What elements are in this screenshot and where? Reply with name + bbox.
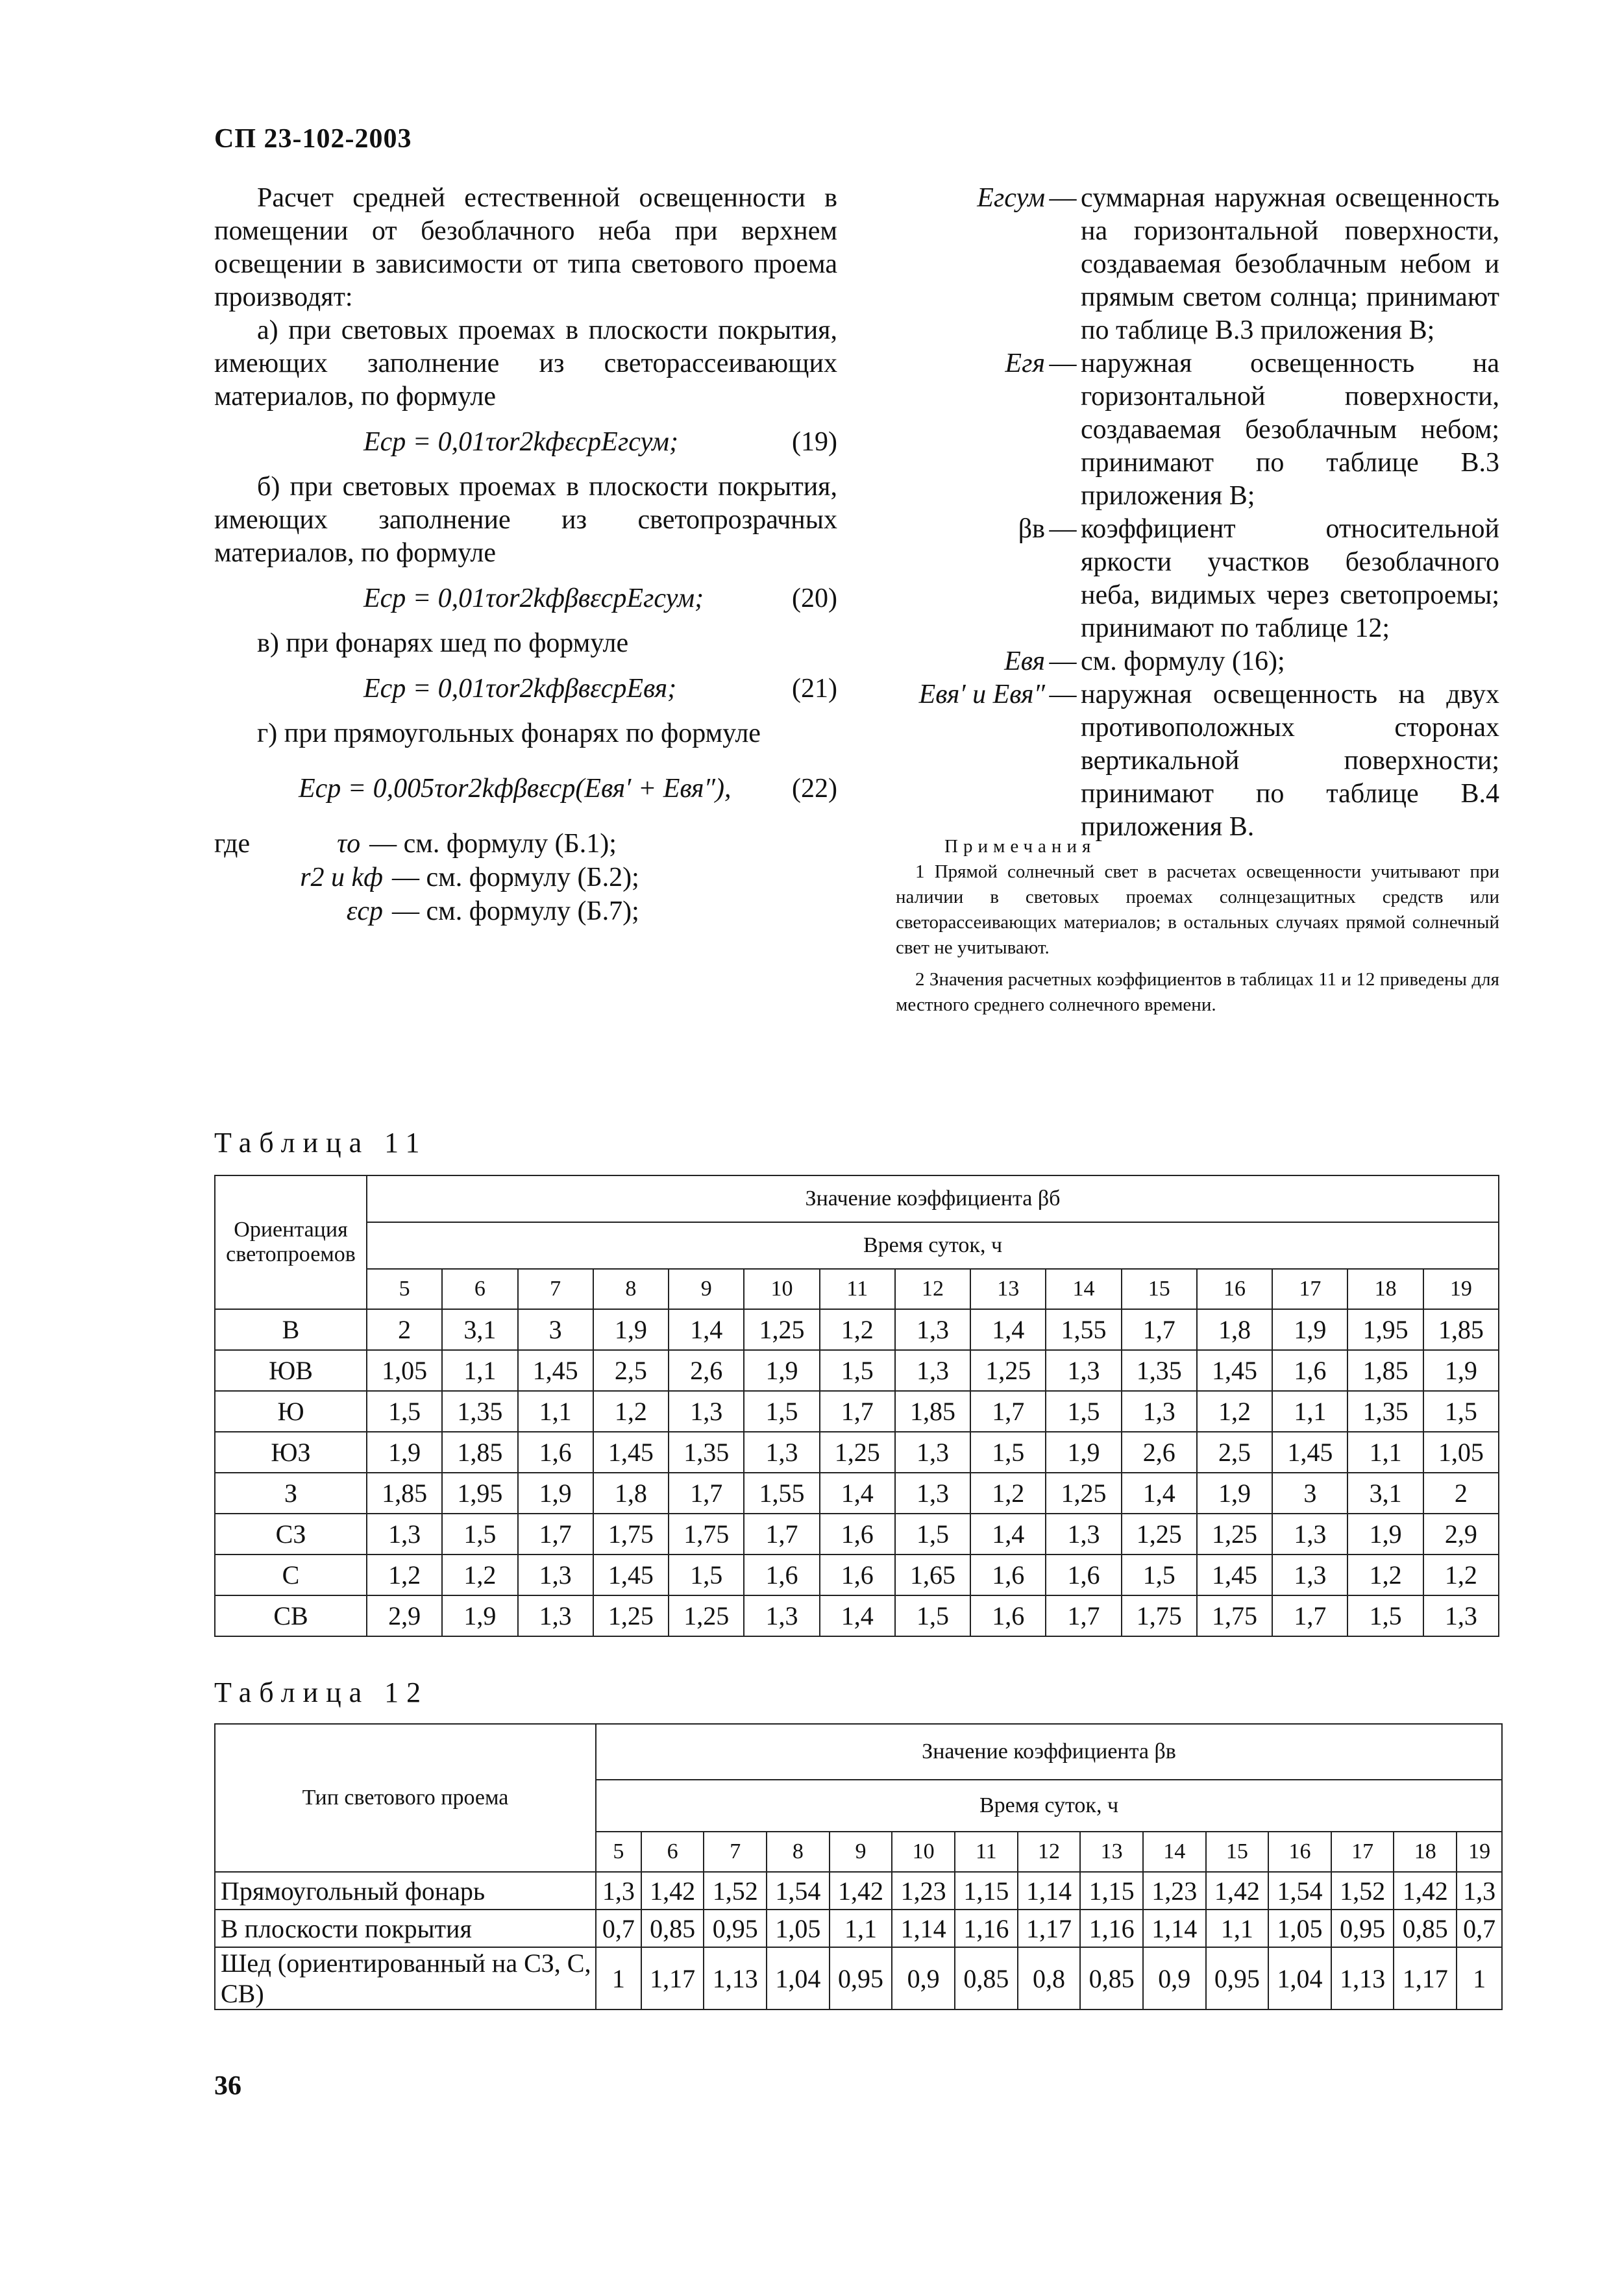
value-cell: 1,2 xyxy=(1197,1391,1272,1432)
hour-header-cell: 12 xyxy=(895,1269,970,1309)
value-cell: 1,5 xyxy=(1347,1595,1423,1636)
value-cell: 2,5 xyxy=(593,1350,669,1391)
value-cell: 1,3 xyxy=(895,1473,970,1514)
value-cell: 1,14 xyxy=(1018,1872,1081,1910)
definition-symbol: Eгя xyxy=(1005,349,1045,378)
hour-header-cell: 9 xyxy=(669,1269,744,1309)
value-cell: 1,1 xyxy=(518,1391,593,1432)
definition-symbol: Eгсум xyxy=(977,183,1045,213)
hour-header-cell: 13 xyxy=(970,1269,1046,1309)
value-cell: 1,55 xyxy=(1046,1309,1121,1350)
value-cell: 1,04 xyxy=(767,1947,830,2009)
value-cell: 1,3 xyxy=(744,1595,819,1636)
value-cell: 1,45 xyxy=(593,1432,669,1473)
value-cell: 3 xyxy=(1272,1473,1347,1514)
value-cell: 1,5 xyxy=(442,1514,517,1555)
value-cell: 1,42 xyxy=(1394,1872,1457,1910)
hour-header-cell: 12 xyxy=(1018,1832,1081,1872)
page-number: 36 xyxy=(214,2071,241,2101)
hour-header-cell: 10 xyxy=(892,1832,955,1872)
value-cell: 1,52 xyxy=(704,1872,767,1910)
value-cell: 1,5 xyxy=(1046,1391,1121,1432)
value-cell: 1,3 xyxy=(895,1309,970,1350)
value-cell: 0,7 xyxy=(1457,1910,1502,1947)
value-cell: 1,5 xyxy=(1122,1555,1197,1595)
value-cell: 1,15 xyxy=(955,1872,1018,1910)
definition-symbol: Eвя xyxy=(1004,646,1045,676)
value-cell: 0,85 xyxy=(955,1947,1018,2009)
hour-header-cell: 15 xyxy=(1206,1832,1269,1872)
hour-header-cell: 17 xyxy=(1331,1832,1394,1872)
value-cell: 1,25 xyxy=(820,1432,895,1473)
value-cell: 1,42 xyxy=(641,1872,704,1910)
row-label-cell: ЮВ xyxy=(215,1350,367,1391)
value-cell: 1,1 xyxy=(830,1910,892,1947)
table-row xyxy=(215,1309,1499,1350)
hour-header-cell: 10 xyxy=(744,1269,819,1309)
formula-20 xyxy=(214,572,837,624)
left-column xyxy=(214,182,837,928)
definition-text: наружная освещенность на двух противоположных сторонах вертикальной поверхности; принимают по таблице В.4 приложения В. xyxy=(1081,680,1499,842)
value-cell: 1,9 xyxy=(1197,1473,1272,1514)
table-11-time-header: Время суток, ч xyxy=(367,1222,1499,1269)
definition-symbol: Eвя′ и Eвя″ xyxy=(918,680,1045,709)
value-cell: 1,35 xyxy=(1122,1350,1197,1391)
value-cell: 1,2 xyxy=(1347,1555,1423,1595)
row-label-cell: СВ xyxy=(215,1595,367,1636)
value-cell: 2,5 xyxy=(1197,1432,1272,1473)
hour-header-cell: 18 xyxy=(1394,1832,1457,1872)
value-cell: 0,85 xyxy=(1080,1947,1143,2009)
table-11-caption: Таблица 11 xyxy=(214,1127,428,1159)
value-cell: 1,6 xyxy=(970,1555,1046,1595)
value-cell: 1,9 xyxy=(744,1350,819,1391)
table-12-col-header: Тип светового проема xyxy=(215,1724,596,1872)
value-cell: 1,6 xyxy=(1046,1555,1121,1595)
definition-text: см. формулу (16); xyxy=(1081,646,1285,676)
document-code: СП 23-102-2003 xyxy=(214,124,412,154)
where-symbol: εср xyxy=(346,896,383,926)
value-cell: 1,75 xyxy=(669,1514,744,1555)
value-cell: 1,7 xyxy=(518,1514,593,1555)
value-cell: 1,9 xyxy=(367,1432,442,1473)
definition-dash: — xyxy=(1049,349,1077,378)
item-b: б) при световых проемах в плоскости покрытия, имеющих заполнение из светопрозрачных материалов, по формуле xyxy=(214,472,837,568)
table-11 xyxy=(214,1175,1499,1637)
hour-header-cell: 7 xyxy=(704,1832,767,1872)
value-cell: 1,05 xyxy=(367,1350,442,1391)
notes-heading: Примечания xyxy=(944,836,1096,857)
value-cell: 1,5 xyxy=(895,1595,970,1636)
formula-21-number: (21) xyxy=(792,673,837,704)
value-cell: 1,85 xyxy=(442,1432,517,1473)
value-cell: 1,95 xyxy=(442,1473,517,1514)
value-cell: 1,45 xyxy=(1197,1555,1272,1595)
value-cell: 1,3 xyxy=(518,1555,593,1595)
hour-header-cell: 19 xyxy=(1423,1269,1499,1309)
where-symbol: τо xyxy=(337,828,361,859)
value-cell: 1,25 xyxy=(593,1595,669,1636)
hour-header-cell: 11 xyxy=(955,1832,1018,1872)
hour-header-cell: 15 xyxy=(1122,1269,1197,1309)
where-word: где xyxy=(214,828,251,859)
value-cell: 1,5 xyxy=(367,1391,442,1432)
table-row xyxy=(215,1473,1499,1514)
value-cell: 1,9 xyxy=(1046,1432,1121,1473)
hour-header-cell: 11 xyxy=(820,1269,895,1309)
value-cell: 1,35 xyxy=(669,1432,744,1473)
formula-19-number: (19) xyxy=(792,426,837,457)
value-cell: 1,45 xyxy=(593,1555,669,1595)
value-cell: 1,9 xyxy=(518,1473,593,1514)
value-cell: 1,54 xyxy=(767,1872,830,1910)
hour-header-cell: 19 xyxy=(1457,1832,1502,1872)
hour-header-cell: 6 xyxy=(641,1832,704,1872)
table-11-value-header: Значение коэффициента βб xyxy=(367,1175,1499,1222)
definition-symbol: βв xyxy=(1018,514,1045,544)
value-cell: 1,85 xyxy=(367,1473,442,1514)
hour-header-cell: 13 xyxy=(1080,1832,1143,1872)
value-cell: 2 xyxy=(367,1309,442,1350)
value-cell: 1,7 xyxy=(820,1391,895,1432)
hour-header-cell: 17 xyxy=(1272,1269,1347,1309)
definition-dash: — xyxy=(1049,183,1077,213)
table-11-body xyxy=(215,1309,1499,1636)
value-cell: 1,25 xyxy=(669,1595,744,1636)
table-12-caption: Таблица 12 xyxy=(214,1677,429,1708)
note-1: 1 Прямой солнечный свет в расчетах освещенности учитывают при наличии в световых проемах солнцезащитных средств или светорассеивающих материалов; в остальных случаях прямой солнечный свет не учитывают. xyxy=(896,861,1499,958)
value-cell: 2,9 xyxy=(1423,1514,1499,1555)
value-cell: 1,95 xyxy=(1347,1309,1423,1350)
value-cell: 1,3 xyxy=(1272,1514,1347,1555)
value-cell: 1,9 xyxy=(1347,1514,1423,1555)
definition-item xyxy=(896,513,1499,645)
table-12-value-header: Значение коэффициента βв xyxy=(596,1724,1502,1780)
value-cell: 1,4 xyxy=(820,1473,895,1514)
formula-22-number: (22) xyxy=(792,773,837,804)
where-row xyxy=(214,861,837,894)
value-cell: 1,5 xyxy=(744,1391,819,1432)
value-cell: 1,3 xyxy=(744,1432,819,1473)
value-cell: 1,17 xyxy=(641,1947,704,2009)
value-cell: 1,2 xyxy=(593,1391,669,1432)
table-row xyxy=(215,1595,1499,1636)
value-cell: 1,17 xyxy=(1394,1947,1457,2009)
formula-19 xyxy=(214,416,837,468)
value-cell: 2 xyxy=(1423,1473,1499,1514)
value-cell: 1,4 xyxy=(970,1309,1046,1350)
definition-dash: — xyxy=(1049,514,1077,544)
where-list xyxy=(214,827,837,928)
hour-header-cell: 14 xyxy=(1046,1269,1121,1309)
value-cell: 1,75 xyxy=(1122,1595,1197,1636)
value-cell: 1,7 xyxy=(669,1473,744,1514)
value-cell: 1,42 xyxy=(1206,1872,1269,1910)
table-row xyxy=(215,1555,1499,1595)
value-cell: 1,9 xyxy=(1272,1309,1347,1350)
table-11-hours-row xyxy=(215,1269,1499,1309)
row-label-cell: ЮЗ xyxy=(215,1432,367,1473)
definition-text: коэффициент относительной яркости участков безоблачного неба, видимых через светопроемы; принимают по таблице 12; xyxy=(1081,514,1499,643)
value-cell: 1,3 xyxy=(895,1432,970,1473)
hour-header-cell: 9 xyxy=(830,1832,892,1872)
value-cell: 2,9 xyxy=(367,1595,442,1636)
table-row xyxy=(215,1391,1499,1432)
value-cell: 1,23 xyxy=(1143,1872,1206,1910)
value-cell: 1,25 xyxy=(1197,1514,1272,1555)
definition-item xyxy=(896,645,1499,678)
value-cell: 1,17 xyxy=(1018,1910,1081,1947)
notes-block xyxy=(896,834,1499,1018)
value-cell: 1,14 xyxy=(1143,1910,1206,1947)
value-cell: 1,2 xyxy=(970,1473,1046,1514)
where-text: — см. формулу (Б.7); xyxy=(392,896,639,926)
value-cell: 1,35 xyxy=(1347,1391,1423,1432)
value-cell: 0,9 xyxy=(892,1947,955,2009)
row-label-cell: СЗ xyxy=(215,1514,367,1555)
value-cell: 1,6 xyxy=(820,1555,895,1595)
value-cell: 1,7 xyxy=(1046,1595,1121,1636)
value-cell: 1,6 xyxy=(518,1432,593,1473)
row-label-cell: Шед (ориентированный на СЗ, С, СВ) xyxy=(215,1947,596,2009)
value-cell: 1,6 xyxy=(820,1514,895,1555)
value-cell: 0,95 xyxy=(1331,1910,1394,1947)
value-cell: 1,2 xyxy=(367,1555,442,1595)
value-cell: 1,54 xyxy=(1268,1872,1331,1910)
hour-header-cell: 18 xyxy=(1347,1269,1423,1309)
value-cell: 0,95 xyxy=(830,1947,892,2009)
value-cell: 1,3 xyxy=(1457,1872,1502,1910)
value-cell: 1,7 xyxy=(744,1514,819,1555)
table-12-time-header: Время суток, ч xyxy=(596,1780,1502,1832)
value-cell: 1,1 xyxy=(1206,1910,1269,1947)
value-cell: 1,16 xyxy=(955,1910,1018,1947)
value-cell: 3,1 xyxy=(1347,1473,1423,1514)
value-cell: 1,2 xyxy=(1423,1555,1499,1595)
value-cell: 1,9 xyxy=(593,1309,669,1350)
value-cell: 1,45 xyxy=(518,1350,593,1391)
value-cell: 1,13 xyxy=(704,1947,767,2009)
value-cell: 1,5 xyxy=(895,1514,970,1555)
value-cell: 2,6 xyxy=(669,1350,744,1391)
hour-header-cell: 16 xyxy=(1197,1269,1272,1309)
hour-header-cell: 16 xyxy=(1268,1832,1331,1872)
value-cell: 0,9 xyxy=(1143,1947,1206,2009)
table-row xyxy=(215,1514,1499,1555)
value-cell: 1,85 xyxy=(1347,1350,1423,1391)
value-cell: 1,1 xyxy=(1272,1391,1347,1432)
value-cell: 1,1 xyxy=(1347,1432,1423,1473)
value-cell: 1,9 xyxy=(1423,1350,1499,1391)
hour-header-cell: 5 xyxy=(596,1832,641,1872)
value-cell: 1,75 xyxy=(1197,1595,1272,1636)
value-cell: 1 xyxy=(596,1947,641,2009)
value-cell: 1,23 xyxy=(892,1872,955,1910)
note-2: 2 Значения расчетных коэффициентов в таблицах 11 и 12 приведены для местного среднего солнечного времени. xyxy=(896,969,1499,1015)
where-text: — см. формулу (Б.1); xyxy=(369,828,617,859)
row-label-cell: С xyxy=(215,1555,367,1595)
value-cell: 1,7 xyxy=(1272,1595,1347,1636)
table-row xyxy=(215,1910,1502,1947)
value-cell: 1,3 xyxy=(895,1350,970,1391)
item-v: в) при фонарях шед по формуле xyxy=(257,628,629,658)
value-cell: 2,6 xyxy=(1122,1432,1197,1473)
definition-item xyxy=(896,182,1499,347)
intro-paragraph: Расчет средней естественной освещенности в помещении от безоблачного неба при верхнем освещении в зависимости от типа светового проема производят: xyxy=(214,183,837,312)
value-cell: 0,85 xyxy=(1394,1910,1457,1947)
value-cell: 1,5 xyxy=(1423,1391,1499,1432)
value-cell: 1,42 xyxy=(830,1872,892,1910)
value-cell: 1,16 xyxy=(1080,1910,1143,1947)
item-a: а) при световых проемах в плоскости покрытия, имеющих заполнение из светорассеивающих материалов, по формуле xyxy=(214,315,837,412)
formula-21 xyxy=(214,663,837,715)
value-cell: 0,95 xyxy=(1206,1947,1269,2009)
formula-20-text: Eср = 0,01τоr2kфβвεсрEгсум; xyxy=(363,583,704,613)
value-cell: 1,65 xyxy=(895,1555,970,1595)
hour-header-cell: 8 xyxy=(593,1269,669,1309)
table-12 xyxy=(214,1723,1503,2010)
value-cell: 1,05 xyxy=(1423,1432,1499,1473)
row-label-cell: З xyxy=(215,1473,367,1514)
value-cell: 1,2 xyxy=(820,1309,895,1350)
value-cell: 1,05 xyxy=(767,1910,830,1947)
row-label-cell: Прямоугольный фонарь xyxy=(215,1872,596,1910)
where-symbol: r2 и kф xyxy=(300,862,383,892)
hour-header-cell: 5 xyxy=(367,1269,442,1309)
value-cell: 1,8 xyxy=(593,1473,669,1514)
formula-19-text: Eср = 0,01τоr2kфεсрEгсум; xyxy=(363,426,678,457)
value-cell: 1,04 xyxy=(1268,1947,1331,2009)
hour-header-cell: 6 xyxy=(442,1269,517,1309)
value-cell: 1,25 xyxy=(970,1350,1046,1391)
formula-21-text: Eср = 0,01τоr2kфβвεсрEвя; xyxy=(363,673,677,704)
value-cell: 1,4 xyxy=(820,1595,895,1636)
row-label-cell: В xyxy=(215,1309,367,1350)
value-cell: 1,6 xyxy=(970,1595,1046,1636)
formula-22-text: Eср = 0,005τоr2kфβвεср(Eвя′ + Eвя″), xyxy=(299,773,732,804)
table-12-body xyxy=(215,1872,1502,2009)
value-cell: 1,55 xyxy=(744,1473,819,1514)
value-cell: 0,7 xyxy=(596,1910,641,1947)
value-cell: 1,3 xyxy=(669,1391,744,1432)
value-cell: 0,95 xyxy=(704,1910,767,1947)
value-cell: 3 xyxy=(518,1309,593,1350)
definition-text: наружная освещенность на горизонтальной поверхности, создаваемая безоблачным небом; принимают по таблице В.3 приложения В; xyxy=(1081,349,1499,511)
row-label-cell: Ю xyxy=(215,1391,367,1432)
definition-item xyxy=(896,347,1499,513)
value-cell: 1,7 xyxy=(970,1391,1046,1432)
value-cell: 1,45 xyxy=(1272,1432,1347,1473)
value-cell: 1,25 xyxy=(1046,1473,1121,1514)
table-row xyxy=(215,1432,1499,1473)
value-cell: 1,4 xyxy=(970,1514,1046,1555)
value-cell: 1,4 xyxy=(669,1309,744,1350)
hour-header-cell: 8 xyxy=(767,1832,830,1872)
definition-item xyxy=(896,678,1499,844)
definition-text: суммарная наружная освещенность на горизонтальной поверхности, создаваемая безоблачным небом и прямым светом солнца; принимают по таблице В.3 приложения В; xyxy=(1081,183,1499,345)
table-11-col-header: Ориентация светопроемов xyxy=(215,1175,367,1309)
value-cell: 1,6 xyxy=(744,1555,819,1595)
where-row xyxy=(214,827,837,861)
definition-dash: — xyxy=(1049,646,1077,676)
value-cell: 1,85 xyxy=(1423,1309,1499,1350)
value-cell: 1,3 xyxy=(596,1872,641,1910)
right-column xyxy=(896,182,1499,844)
value-cell: 1,6 xyxy=(1272,1350,1347,1391)
value-cell: 1,13 xyxy=(1331,1947,1394,2009)
value-cell: 1,05 xyxy=(1268,1910,1331,1947)
item-g: г) при прямоугольных фонарях по формуле xyxy=(257,719,761,748)
where-text: — см. формулу (Б.2); xyxy=(392,862,639,892)
value-cell: 1,25 xyxy=(744,1309,819,1350)
definition-dash: — xyxy=(1049,680,1077,709)
value-cell: 1,5 xyxy=(669,1555,744,1595)
value-cell: 1,45 xyxy=(1197,1350,1272,1391)
value-cell: 1,4 xyxy=(1122,1473,1197,1514)
table-row xyxy=(215,1350,1499,1391)
value-cell: 1,3 xyxy=(1423,1595,1499,1636)
value-cell: 1,1 xyxy=(442,1350,517,1391)
value-cell: 1,15 xyxy=(1080,1872,1143,1910)
hour-header-cell: 7 xyxy=(518,1269,593,1309)
value-cell: 1,3 xyxy=(1272,1555,1347,1595)
value-cell: 1,3 xyxy=(1122,1391,1197,1432)
value-cell: 1,75 xyxy=(593,1514,669,1555)
value-cell: 1,9 xyxy=(442,1595,517,1636)
value-cell: 1,5 xyxy=(970,1432,1046,1473)
value-cell: 1,3 xyxy=(1046,1514,1121,1555)
value-cell: 1,5 xyxy=(820,1350,895,1391)
hour-header-cell: 14 xyxy=(1143,1832,1206,1872)
value-cell: 1,3 xyxy=(518,1595,593,1636)
value-cell: 1,14 xyxy=(892,1910,955,1947)
value-cell: 0,8 xyxy=(1018,1947,1081,2009)
value-cell: 3,1 xyxy=(442,1309,517,1350)
table-row xyxy=(215,1872,1502,1910)
value-cell: 0,85 xyxy=(641,1910,704,1947)
row-label-cell: В плоскости покрытия xyxy=(215,1910,596,1947)
value-cell: 1,2 xyxy=(442,1555,517,1595)
value-cell: 1,85 xyxy=(895,1391,970,1432)
value-cell: 1 xyxy=(1457,1947,1502,2009)
value-cell: 1,8 xyxy=(1197,1309,1272,1350)
value-cell: 1,25 xyxy=(1122,1514,1197,1555)
formula-22 xyxy=(214,753,837,824)
value-cell: 1,3 xyxy=(367,1514,442,1555)
value-cell: 1,7 xyxy=(1122,1309,1197,1350)
value-cell: 1,52 xyxy=(1331,1872,1394,1910)
formula-20-number: (20) xyxy=(792,583,837,613)
table-row xyxy=(215,1947,1502,2009)
value-cell: 1,35 xyxy=(442,1391,517,1432)
value-cell: 1,3 xyxy=(1046,1350,1121,1391)
where-row xyxy=(214,894,837,928)
